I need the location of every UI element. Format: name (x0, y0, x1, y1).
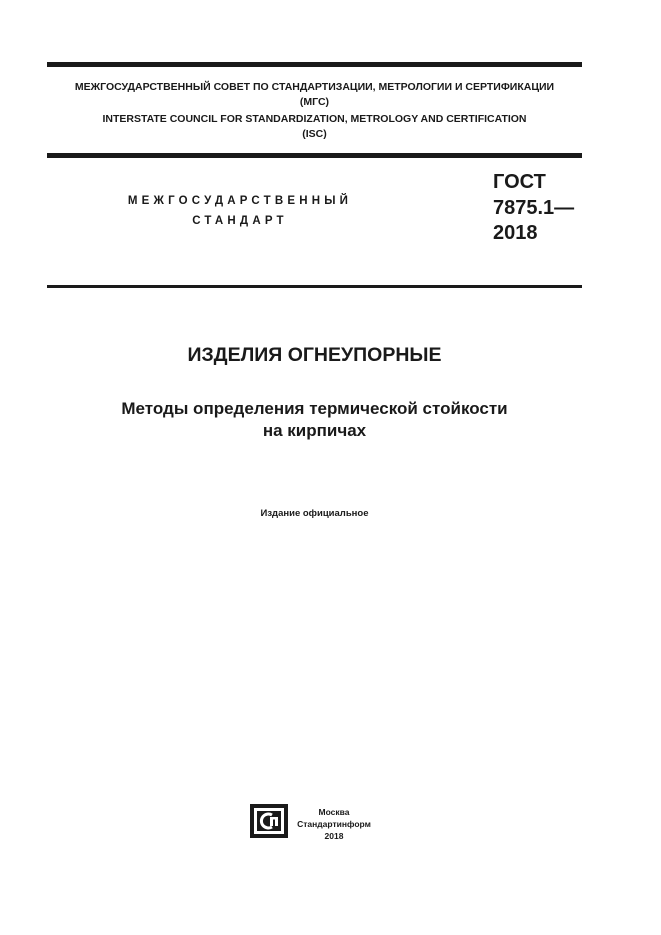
council-name-en: INTERSTATE COUNCIL FOR STANDARDIZATION, METROLOGY AND CERTIFICATION (102, 113, 527, 125)
standard-year: 2018 (493, 222, 538, 244)
standard-kind-line2: СТАНДАРТ (192, 215, 288, 227)
document-title: ИЗДЕЛИЯ ОГНЕУПОРНЫЕ (187, 344, 442, 366)
publisher-year: 2018 (324, 831, 344, 841)
top-rule (47, 62, 582, 67)
council-abbr-en: (ISC) (302, 128, 327, 140)
council-abbr-ru: (МГС) (299, 96, 330, 108)
publisher-name: Стандартинформ (297, 819, 371, 829)
middle-rule (47, 153, 582, 158)
standard-designation (493, 170, 574, 247)
standartinform-logo-icon (250, 804, 288, 838)
council-name-ru: МЕЖГОСУДАРСТВЕННЫЙ СОВЕТ ПО СТАНДАРТИЗАЦИИ, МЕТРОЛОГИИ И СЕРТИФИКАЦИИ (74, 81, 555, 93)
document-subtitle-line1: Методы определения термической стойкости (121, 399, 508, 418)
document-subtitle-line2: на кирпичах (262, 421, 367, 440)
standard-code: ГОСТ (493, 171, 546, 193)
lower-rule (47, 285, 582, 288)
publisher-city: Москва (318, 807, 350, 817)
edition-note: Издание официальное (260, 508, 369, 519)
standard-kind-line1: МЕЖГОСУДАРСТВЕННЫЙ (127, 195, 353, 207)
standard-number: 7875.1— (493, 196, 575, 219)
